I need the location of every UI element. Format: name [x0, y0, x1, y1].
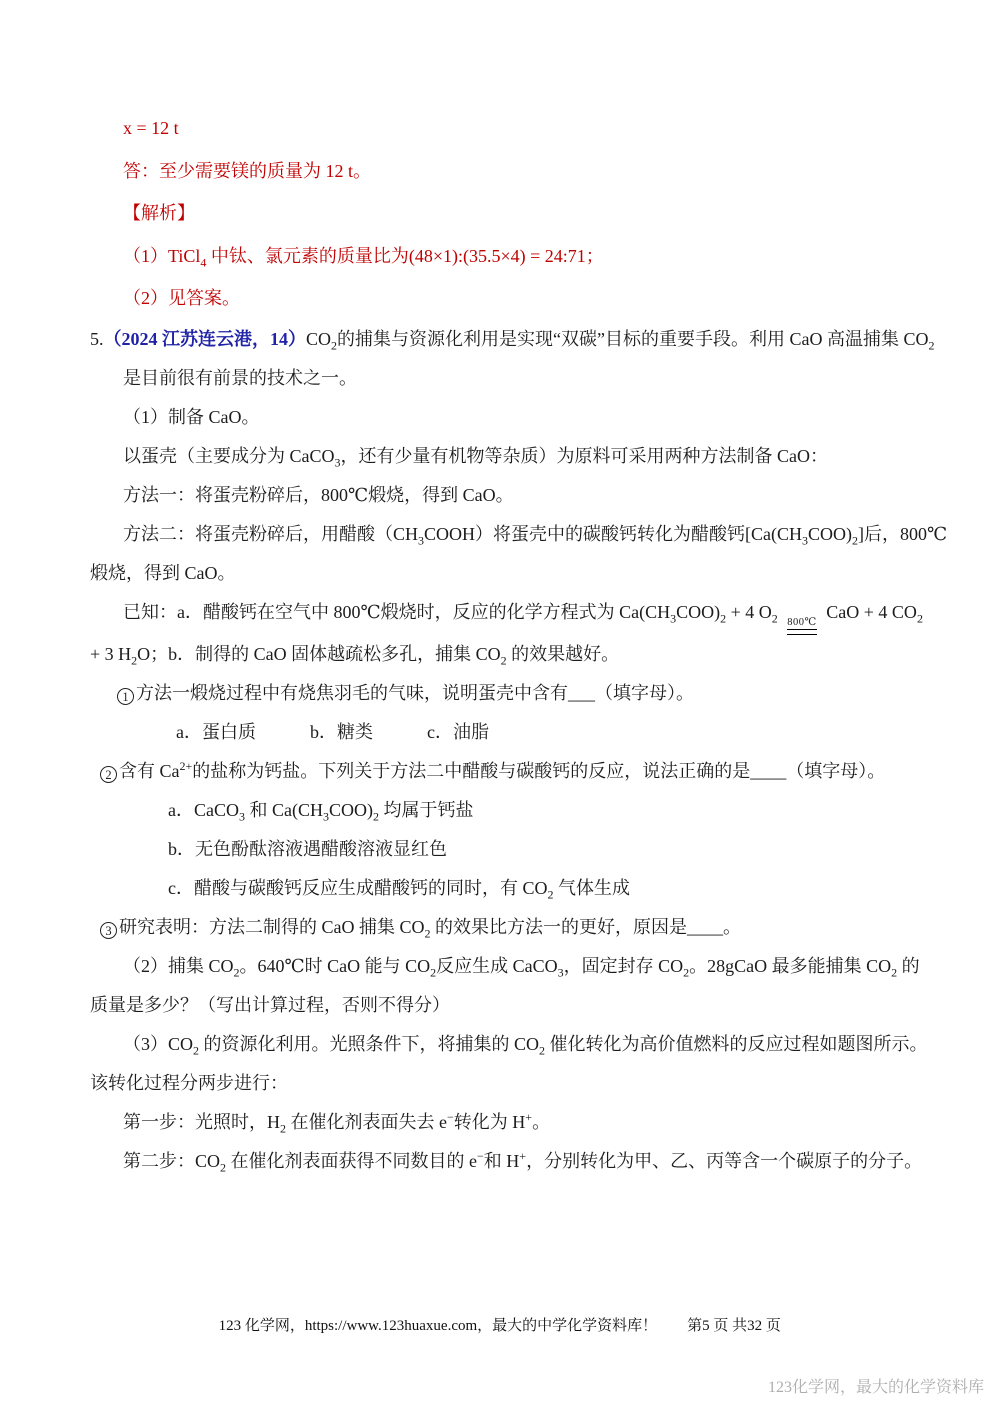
doc-line — [90, 107, 904, 150]
text-segment: （1）TiCl$_4$ 中钛、氯元素的质量比为(48×1):(35.5×4) = 24:71； — [123, 245, 604, 270]
text-segment: c．醋酸与碳酸钙反应生成醋酸钙的同时，有 $CO_2$ 气体生成 — [168, 878, 630, 902]
doc-line — [90, 1142, 923, 1181]
doc-line — [90, 674, 904, 713]
doc-line — [90, 235, 904, 278]
text-segment: 答：至少需要镁的质量为 12 t。 — [123, 160, 371, 181]
doc-line — [90, 713, 904, 752]
text-segment: $(3)CO_2$ 的资源化利用。光照条件下，将捕集的 $CO_2$ 催化转化为高价值燃料的反应过程如题图所示。 — [123, 1034, 928, 1058]
doc-line — [90, 947, 920, 986]
text-segment: 2 含有 $Ca^{2+}$的盐称为钙盐。下列关于方法二中醋酸与碳酸钙的反应，说法正确的是____（填字母）。 — [100, 761, 885, 781]
doc-line — [90, 515, 948, 554]
doc-line — [90, 791, 904, 830]
doc-line — [90, 277, 904, 320]
text-segment: 煅烧，得到 CaO。 — [90, 562, 236, 583]
doc-line — [90, 830, 904, 869]
doc-line — [90, 437, 904, 476]
doc-line — [90, 869, 904, 908]
text-segment: （2）捕集 $CO_2$。640℃时 CaO 能与 $CO_2$反应生成 CaCO$_3$，固定封存 $CO_2$。28gCaO 最多能捕集 $CO_2$ 的 — [123, 956, 920, 980]
circled-number: 1 — [117, 688, 134, 705]
text-segment: 该转化过程分两步进行： — [90, 1073, 288, 1093]
doc-line — [90, 320, 935, 359]
text-segment: 3 研究表明：方法二制得的 CaO 捕集 $CO_2$ 的效果比方法一的更好，原因是____。 — [100, 917, 741, 937]
doc-line — [90, 476, 904, 515]
doc-line — [90, 1103, 904, 1142]
footer-site-info: 123 化学网，https://www.123huaxue.com，最大的中学化学资料库！ — [218, 1318, 658, 1334]
text-segment: 质量是多少？（写出计算过程，否则不得分） — [90, 995, 450, 1015]
text-segment: 1 方法一煅烧过程中有烧焦羽毛的气味，说明蛋壳中含有___（填字母）。 — [117, 683, 694, 703]
text-segment: 第二步：$CO_2$ 在催化剂表面获得不同数目的 e−和 H+，分别转化为甲、乙、丙等含一个碳原子的分子。 — [123, 1149, 923, 1175]
text-segment: 已知：a．醋酸钙在空气中 800℃煅烧时，反应的化学方程式为 $Ca(CH_3COO)_2 + 4$ $O_2$ 800℃ CaO + 4 $CO_2$ — [123, 602, 923, 622]
doc-line — [90, 908, 904, 947]
doc-line — [90, 635, 904, 674]
text-segment: a．CaCO$_3$ 和 $Ca(CH_3COO)_2$ 均属于钙盐 — [168, 800, 474, 824]
doc-line — [90, 986, 904, 1025]
text-segment: + 3 $H_2O$；b．制得的 CaO 固体越疏松多孔，捕集 $CO_2$ 的效果越好。 — [90, 644, 620, 668]
circled-number: 3 — [100, 922, 117, 939]
page-footer — [0, 1296, 992, 1336]
footer-page-number: 第5 页 共32 页 — [687, 1318, 781, 1334]
doc-line — [90, 1025, 928, 1064]
circled-number: 2 — [100, 766, 117, 783]
text-segment: 5. — [90, 328, 104, 349]
text-segment: 第一步：光照时，$H_2$ 在催化剂表面失去 e−转化为 H+。 — [123, 1110, 551, 1136]
text-segment: b．无色酚酞溶液遇醋酸溶液显红色 — [168, 839, 447, 859]
exam-source-tag: （2024 江苏连云港，14） — [103, 328, 306, 349]
text-segment: x = 12 t — [123, 118, 179, 138]
text-segment: 【解析】 — [123, 203, 195, 223]
doc-line — [90, 752, 904, 791]
doc-line — [90, 359, 904, 398]
watermark-text: 123化学网，最大的化学资料库 — [767, 1379, 984, 1396]
doc-line — [90, 150, 904, 193]
text-segment: 方法二：将蛋壳粉碎后，用醋酸$(CH_3COOH)$将蛋壳中的碳酸钙转化为醋酸钙$[Ca(CH_3COO)_2]$后，800℃ — [123, 523, 948, 548]
text-segment: （2）见答案。 — [123, 288, 240, 308]
text-segment: 是目前很有前景的技术之一。 — [123, 367, 357, 388]
doc-line — [90, 1064, 904, 1103]
text-segment: 以蛋壳（主要成分为 CaCO$_3$，还有少量有机物等杂质）为原料可采用两种方法制备 CaO： — [123, 445, 828, 470]
doc-line — [90, 192, 904, 235]
doc-line — [90, 593, 923, 636]
text-segment: 方法一：将蛋壳粉碎后，800℃煅烧，得到 CaO。 — [123, 484, 514, 505]
reaction-condition: 800℃ — [787, 618, 817, 636]
doc-line — [90, 398, 904, 437]
text-segment: （1）制备 CaO。 — [123, 406, 260, 427]
text-segment: a．蛋白质 b．糖类 c．油脂 — [176, 722, 489, 742]
text-segment: $CO_2$的捕集与资源化利用是实现“双碳”目标的重要手段。利用 CaO 高温捕集 $CO_2$ — [306, 328, 935, 353]
doc-line — [90, 554, 904, 593]
